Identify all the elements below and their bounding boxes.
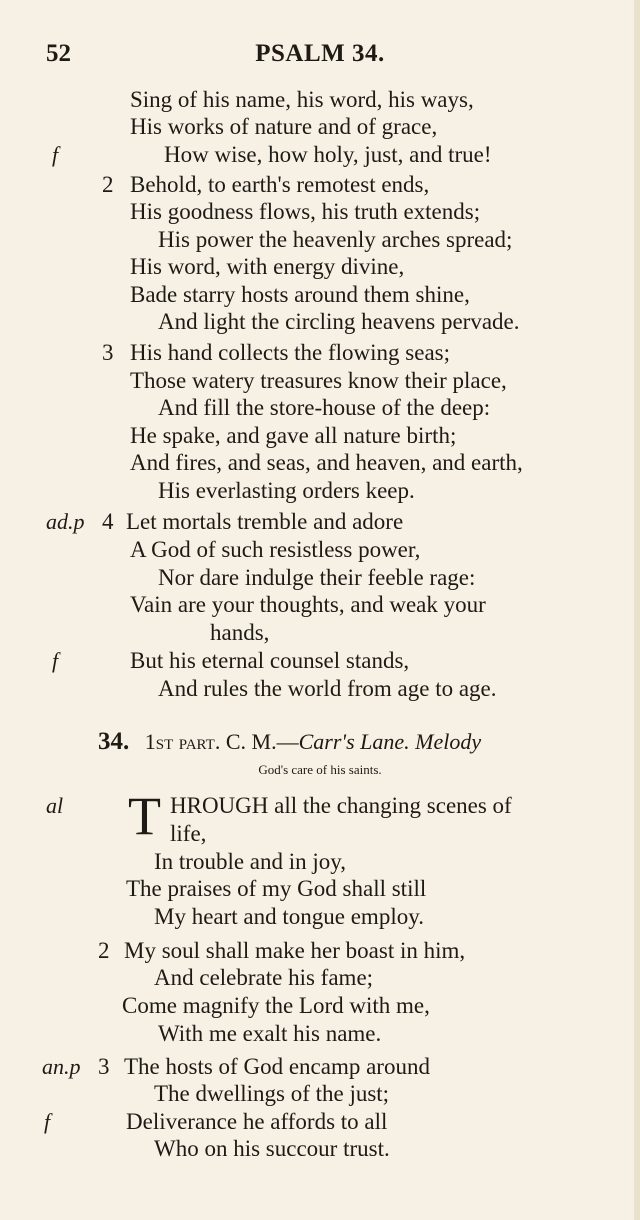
dynamics-marker: ad.p xyxy=(46,509,85,534)
verse-line: My soul shall make her boast in him, xyxy=(124,938,466,963)
stanza-number: 3 xyxy=(102,340,114,365)
verse-line: His power the heavenly arches spread; xyxy=(158,227,513,252)
verse-line: With me exalt his name. xyxy=(158,1021,382,1046)
running-title: PSALM 34. xyxy=(255,40,385,67)
verse-line: My heart and tongue employ. xyxy=(154,904,424,929)
hymn-part: 1st part. xyxy=(144,729,221,754)
dynamics-marker: f xyxy=(52,142,59,167)
verse-line: His goodness flows, his truth extends; xyxy=(130,199,481,224)
verse-line: Let mortals tremble and adore xyxy=(126,509,404,534)
verse-line: And celebrate his fame; xyxy=(154,965,374,990)
verse-line: How wise, how holy, just, and true! xyxy=(164,142,492,167)
hymn-meter: C. M.— xyxy=(225,729,299,754)
dynamics-marker: an.p xyxy=(42,1054,81,1079)
hymn-subtitle: God's care of his saints. xyxy=(258,762,382,777)
verse-line: His works of nature and of grace, xyxy=(130,114,438,139)
dynamics-marker: f xyxy=(44,1109,51,1134)
verse-line: His hand collects the flowing seas; xyxy=(130,340,451,365)
verse-line: Deliverance he affords to all xyxy=(126,1109,388,1134)
verse-line: Bade starry hosts around them shine, xyxy=(130,282,470,307)
hymn-tune: Carr's Lane. Melody xyxy=(298,729,482,754)
verse-line: life, xyxy=(170,821,207,846)
verse-line: Those watery treasures know their place, xyxy=(130,368,507,393)
verse-line: The dwellings of the just; xyxy=(154,1081,390,1106)
hymn-number: 34. xyxy=(98,728,130,755)
verse-line: His word, with energy divine, xyxy=(130,254,405,279)
verse-line: Vain are your thoughts, and weak your xyxy=(130,592,486,617)
dynamics-marker: f xyxy=(52,648,59,673)
verse-line: And rules the world from age to age. xyxy=(158,676,497,701)
verse-line: A God of such resistless power, xyxy=(130,537,421,562)
verse-line: hands, xyxy=(210,620,270,645)
dynamics-marker: al xyxy=(46,793,64,818)
page-header xyxy=(0,40,640,74)
page-number: 52 xyxy=(46,40,71,67)
verse-line: He spake, and gave all nature birth; xyxy=(130,423,457,448)
stanza-number: 2 xyxy=(102,172,114,197)
verse-line: The hosts of God encamp around xyxy=(124,1054,430,1079)
verse-line: And light the circling heavens pervade. xyxy=(158,309,520,334)
stanza-number: 3 xyxy=(98,1054,110,1079)
verse-line: Sing of his name, his word, his ways, xyxy=(130,87,474,112)
verse-line: In trouble and in joy, xyxy=(154,849,347,874)
verse-line: But his eternal counsel stands, xyxy=(130,648,410,673)
page-edge-shadow xyxy=(634,0,640,1220)
verse-line: And fires, and seas, and heaven, and earth, xyxy=(130,450,523,475)
stanza-number: 4 xyxy=(102,509,114,534)
verse-line: Behold, to earth's remotest ends, xyxy=(130,172,430,197)
stanza-number: 2 xyxy=(98,938,110,963)
verse-line: HROUGH all the changing scenes of xyxy=(170,793,512,818)
verse-line: Nor dare indulge their feeble rage: xyxy=(158,565,476,590)
verse-line: And fill the store-house of the deep: xyxy=(158,395,491,420)
drop-cap: T xyxy=(128,786,161,846)
verse-line: Come magnify the Lord with me, xyxy=(122,993,430,1018)
verse-line: The praises of my God shall still xyxy=(126,876,427,901)
verse-line: His everlasting orders keep. xyxy=(158,478,415,503)
verse-line: Who on his succour trust. xyxy=(154,1136,390,1161)
hymn-heading xyxy=(98,727,481,757)
